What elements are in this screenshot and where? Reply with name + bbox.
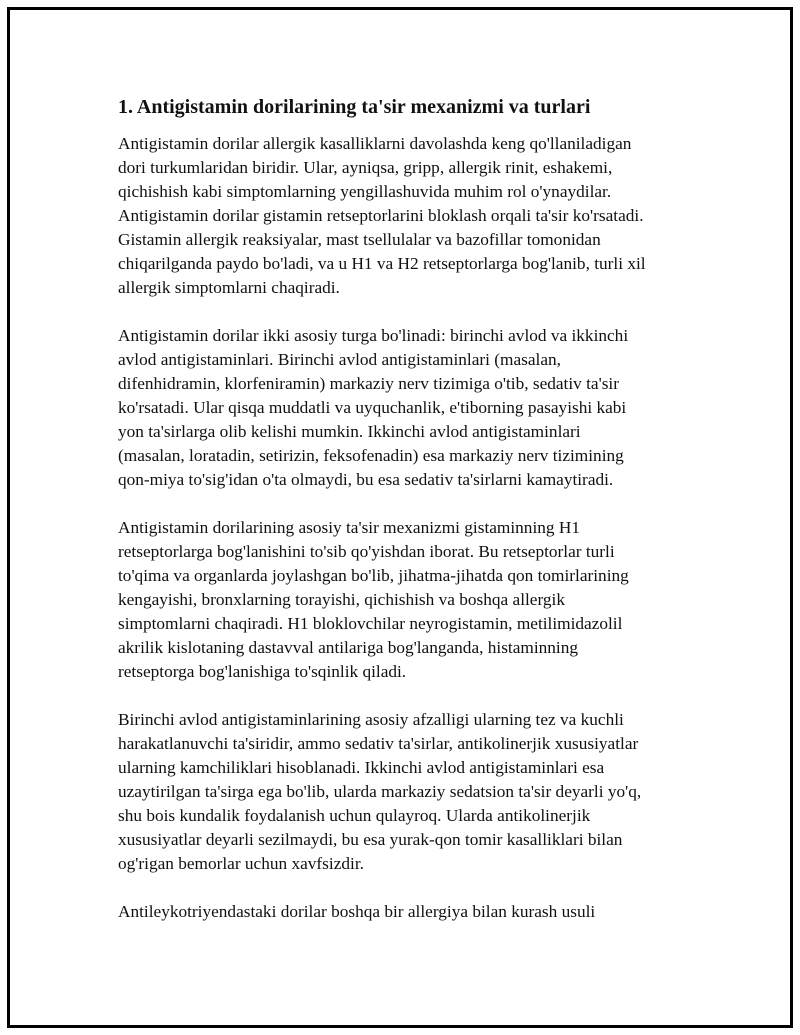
text-line: Antigistamin dorilar gistamin retseptorlarini bloklash orqali ta'sir ko'rsatadi. — [118, 206, 644, 225]
paragraph-5 — [118, 900, 688, 924]
paragraph-1 — [118, 132, 688, 300]
text-line: chiqarilganda paydo bo'ladi, va u H1 va H2 retseptorlarga bog'lanib, turli xil — [118, 254, 646, 273]
paragraph-4 — [118, 708, 688, 876]
text-line: Antigistamin dorilar allergik kasalliklarni davolashda keng qo'llaniladigan — [118, 134, 632, 153]
text-line: harakatlanuvchi ta'siridir, ammo sedativ ta'sirlar, antikolinerjik xususiyatlar — [118, 734, 639, 753]
text-line: yon ta'sirlarga olib kelishi mumkin. Ikkinchi avlod antigistaminlari — [118, 422, 581, 441]
text-line: difenhidramin, klorfeniramin) markaziy nerv tizimiga o'tib, sedativ ta'sir — [118, 374, 619, 393]
text-line: dori turkumlaridan biridir. Ular, ayniqsa, gripp, allergik rinit, eshakemi, — [118, 158, 613, 177]
text-line: shu bois kundalik foydalanish uchun qulayroq. Ularda antikolinerjik — [118, 806, 591, 825]
text-line: kengayishi, bronxlarning torayishi, qichishish va boshqa allergik — [118, 590, 566, 609]
section-heading: 1. Antigistamin dorilarining ta'sir mexanizmi va turlari — [118, 96, 591, 118]
text-line: retseptorga bog'lanishiga to'sqinlik qiladi. — [118, 662, 407, 681]
text-line: qon-miya to'sig'idan o'ta olmaydi, bu esa sedativ ta'sirlarni kamaytiradi. — [118, 470, 614, 489]
text-line: ularning kamchiliklari hisoblanadi. Ikkinchi avlod antigistaminlari esa — [118, 758, 605, 777]
text-line: Birinchi avlod antigistaminlarining asosiy afzalligi ularning tez va kuchli — [118, 710, 624, 729]
text-line: Antigistamin dorilar ikki asosiy turga bo'linadi: birinchi avlod va ikkinchi — [118, 326, 629, 345]
text-line: uzaytirilgan ta'sirga ega bo'lib, ularda markaziy sedatsion ta'sir deyarli yo'q, — [118, 782, 642, 801]
text-line: avlod antigistaminlari. Birinchi avlod antigistaminlari (masalan, — [118, 350, 561, 369]
paragraph-3 — [118, 516, 688, 684]
text-line: ko'rsatadi. Ular qisqa muddatli va uyquchanlik, e'tiborning pasayishi kabi — [118, 398, 627, 417]
text-line: xususiyatlar deyarli sezilmaydi, bu esa yurak-qon tomir kasalliklari bilan — [118, 830, 623, 849]
text-line: Gistamin allergik reaksiyalar, mast tsellulalar va bazofillar tomonidan — [118, 230, 601, 249]
text-line: (masalan, loratadin, setirizin, feksofenadin) esa markaziy nerv tizimining — [118, 446, 624, 465]
text-line: Antigistamin dorilarining asosiy ta'sir mexanizmi gistaminning H1 — [118, 518, 580, 537]
text-line: akrilik kislotaning dastavval antilariga bog'langanda, histaminning — [118, 638, 579, 657]
paragraph-2 — [118, 324, 688, 492]
text-line: og'rigan bemorlar uchun xavfsizdir. — [118, 854, 364, 873]
text-line: retseptorlarga bog'lanishini to'sib qo'yishdan iborat. Bu retseptorlar turli — [118, 542, 615, 561]
text-line: Antileykotriyendastaki dorilar boshqa bir allergiya bilan kurash usuli — [118, 902, 596, 921]
text-line: qichishish kabi simptomlarning yengillashuvida muhim rol o'ynaydilar. — [118, 182, 612, 201]
text-line: allergik simptomlarni chaqiradi. — [118, 278, 340, 297]
text-line: simptomlarni chaqiradi. H1 bloklovchilar neyrogistamin, metilimidazolil — [118, 614, 623, 633]
text-line: to'qima va organlarda joylashgan bo'lib, jihatma-jihatda qon tomirlarining — [118, 566, 629, 585]
document-body — [118, 94, 688, 948]
